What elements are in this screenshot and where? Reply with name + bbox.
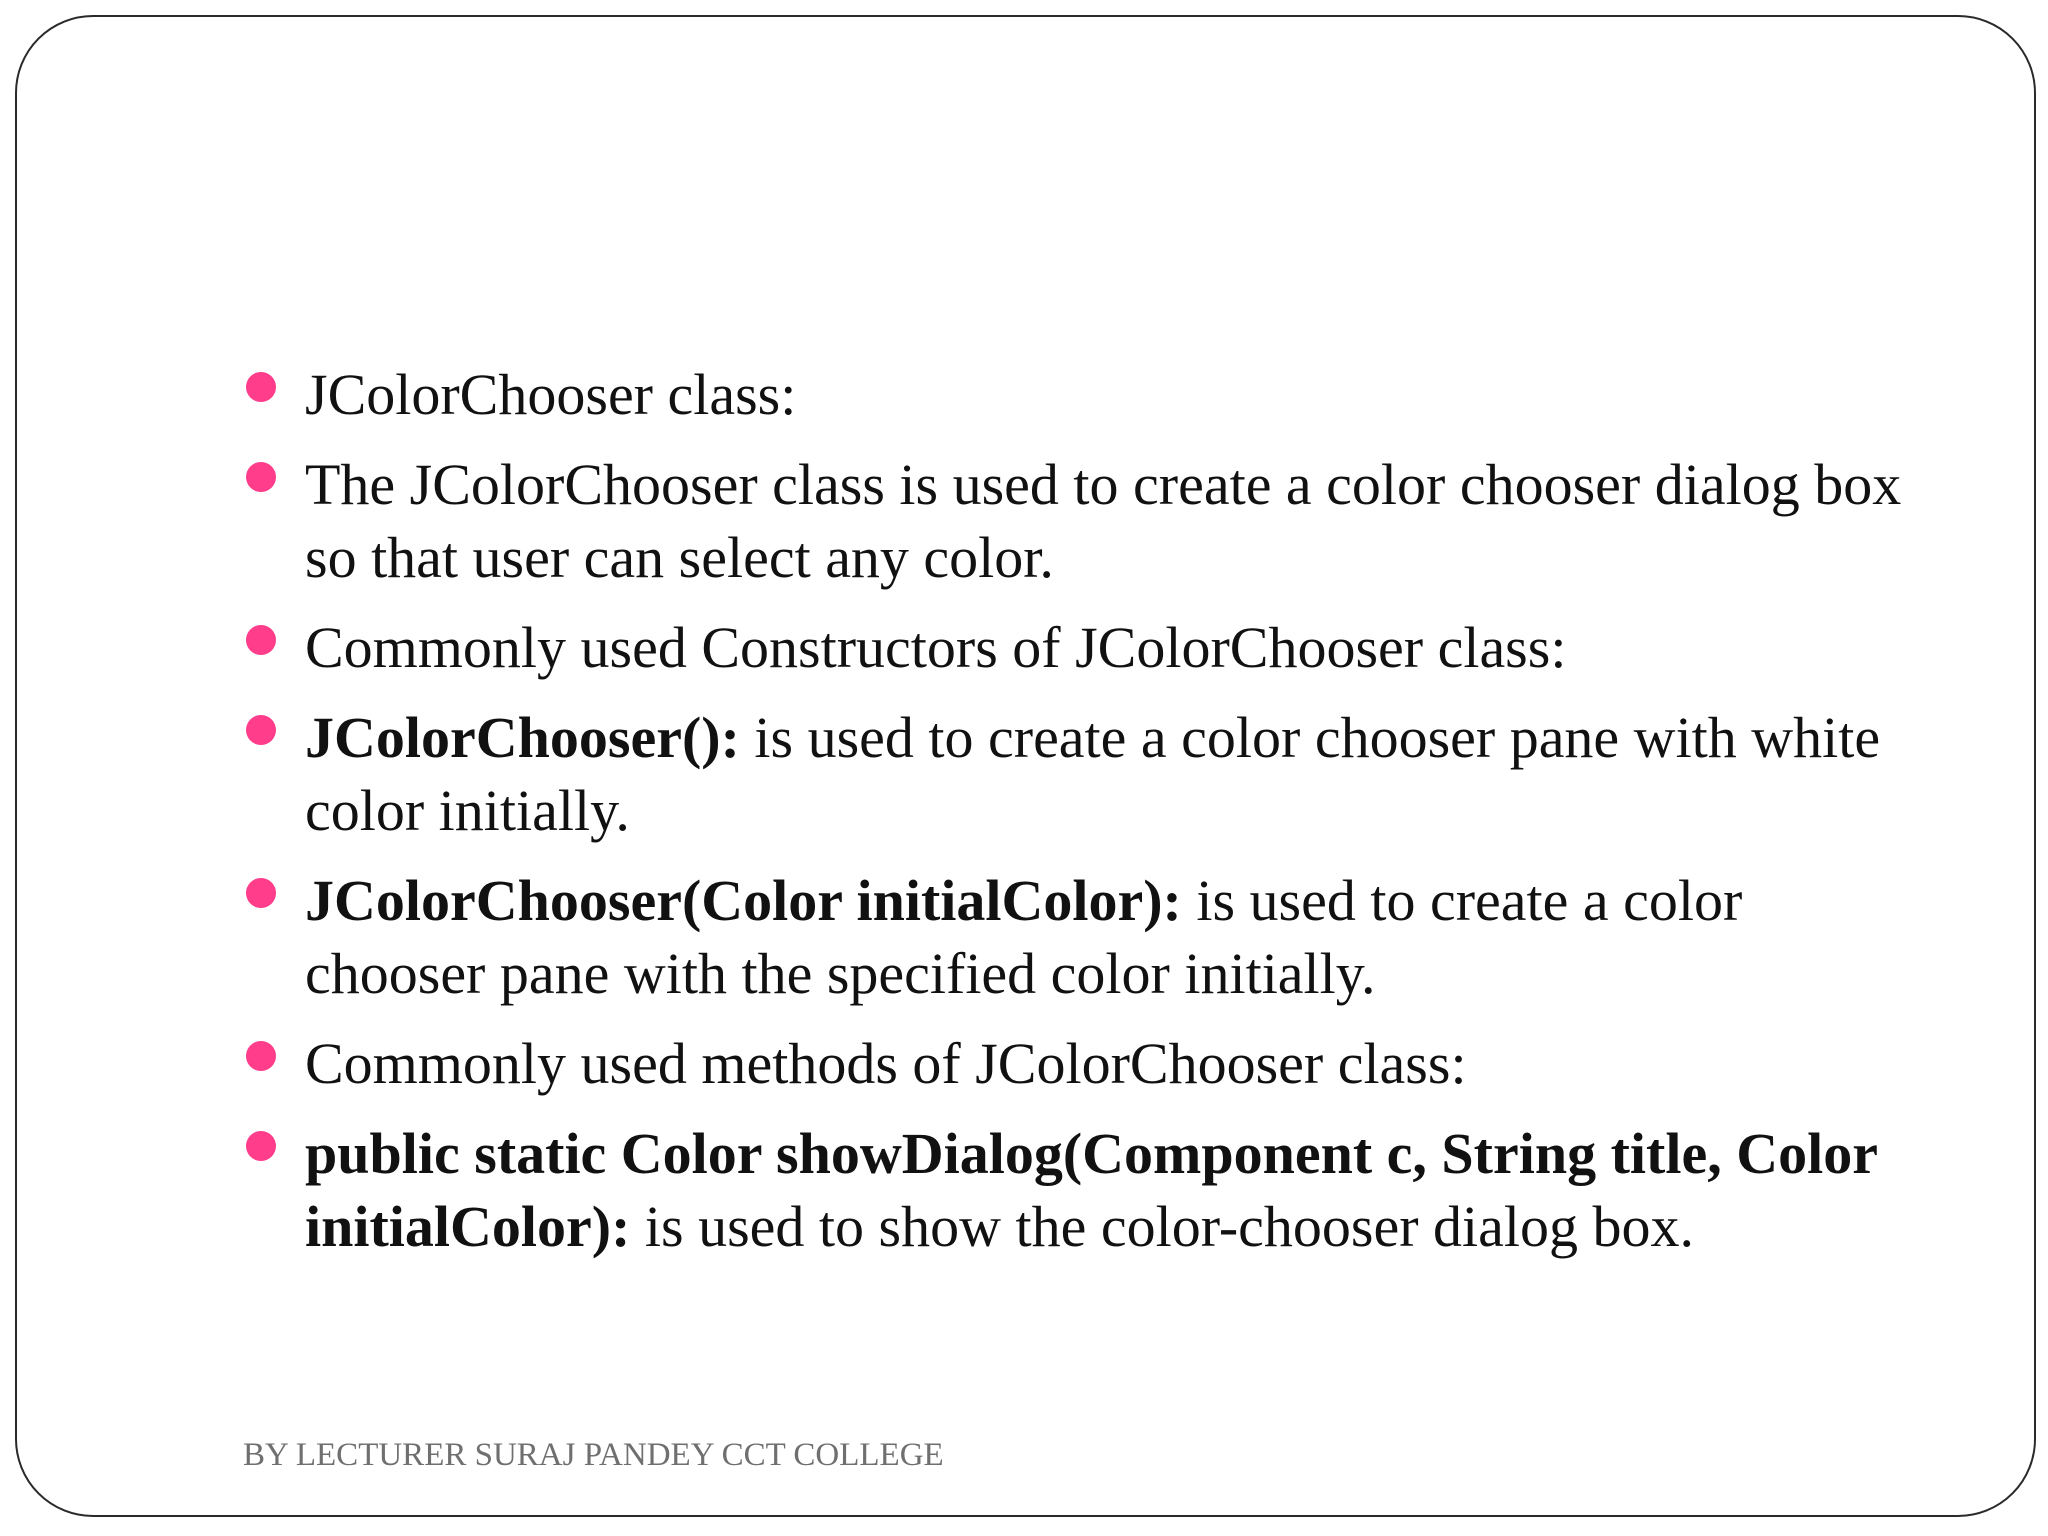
method-signature: public static Color showDialog(Component c, String title, Color initialColor): [305,1121,1877,1259]
bullet-text: is used to create a color chooser pane with white color initially. [305,705,1881,843]
slide-frame [15,15,2036,1517]
bullet-text: Commonly used methods of JColorChooser class: [305,1031,1467,1096]
bullet-text: The JColorChooser class is used to create a color chooser dialog box so that user can select any color. [305,452,1902,590]
bullet-dot-icon [246,625,276,655]
bullet-text: is used to show the color-chooser dialog box. [630,1194,1695,1259]
bullet-dot-icon [246,878,276,908]
bullet-item-default-constructor [246,701,1926,847]
bullet-item-constructors-heading [246,611,1926,684]
bullet-dot-icon [246,462,276,492]
slide-footer: BY LECTURER SURAJ PANDEY CCT COLLEGE [243,1437,944,1473]
bullet-item-class-description [246,448,1926,594]
bullet-text: Commonly used Constructors of JColorChooser class: [305,615,1567,680]
bullet-item-methods-heading [246,1027,1926,1100]
bullet-item-color-constructor [246,864,1926,1010]
bullet-dot-icon [246,372,276,402]
bullet-list [246,358,1926,1280]
bullet-text: is used to create a color chooser pane with the specified color initially. [305,868,1743,1006]
bullet-item-jcolorchooser-class [246,358,1926,431]
bullet-dot-icon [246,1131,276,1161]
constructor-signature: JColorChooser(): [305,705,740,770]
constructor-signature: JColorChooser(Color initialColor): [305,868,1182,933]
bullet-text: JColorChooser class: [305,362,797,427]
bullet-item-show-dialog-method [246,1117,1926,1263]
bullet-dot-icon [246,1041,276,1071]
bullet-dot-icon [246,715,276,745]
